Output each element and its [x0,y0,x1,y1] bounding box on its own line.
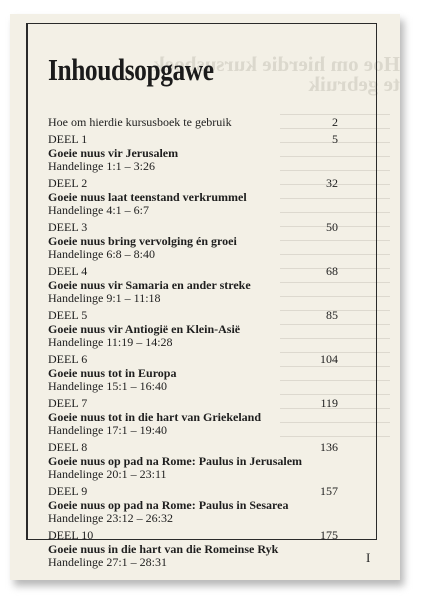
toc-entry-header [48,308,338,322]
toc-entry-reference: Handelinge 1:1 – 3:26 [48,159,155,173]
toc-page-number: 119 [320,396,338,410]
toc-entry-reference: Handelinge 15:1 – 16:40 [48,379,167,393]
toc-intro-label: Hoe om hierdie kursusboek te gebruik [48,115,232,129]
toc-entry-reference: Handelinge 6:8 – 8:40 [48,247,155,261]
toc-entry-header [48,484,338,498]
toc-part-label: DEEL 3 [48,220,88,234]
toc-part-label: DEEL 10 [48,528,94,542]
toc-part-label: DEEL 2 [48,176,88,190]
toc-entry [48,176,338,217]
toc-entry-title: Goeie nuus vir Jerusalem [48,146,179,160]
toc-entry-header [48,352,338,366]
toc-entry [48,220,338,261]
toc-page-number: 157 [320,484,338,498]
toc-entry-title: Goeie nuus in die hart van die Romeinse Ryk [48,542,279,556]
toc-page-number: 32 [326,176,338,190]
toc-entry-reference: Handelinge 4:1 – 6:7 [48,203,149,217]
toc-part-label: DEEL 4 [48,264,88,278]
toc-entry-reference: Handelinge 9:1 – 11:18 [48,291,161,305]
toc-entry-reference: Handelinge 27:1 – 28:31 [48,555,167,569]
toc-entry-reference: Handelinge 11:19 – 14:28 [48,335,173,349]
toc-entry-title: Goeie nuus op pad na Rome: Paulus in Sesarea [48,498,289,512]
toc-page-number: 104 [320,352,338,366]
toc-entry-title: Goeie nuus bring vervolging én groei [48,234,237,248]
toc-entry-title: Goeie nuus vir Samaria en ander streke [48,278,251,292]
toc-entry [48,440,338,481]
toc-part-label: DEEL 7 [48,396,88,410]
toc-entry-reference: Handelinge 23:12 – 26:32 [48,511,173,525]
toc-page-number: 68 [326,264,338,278]
toc-entry-title: Goeie nuus laat teenstand verkrummel [48,190,247,204]
toc-intro-page: 2 [332,115,338,129]
toc-intro-row [48,115,338,129]
toc-entry-reference: Handelinge 20:1 – 23:11 [48,467,167,481]
toc-entry [48,352,338,393]
toc-part-label: DEEL 8 [48,440,88,454]
toc-entry-title: Goeie nuus op pad na Rome: Paulus in Jerusalem [48,454,303,468]
toc-part-label: DEEL 9 [48,484,88,498]
table-of-contents [48,115,338,572]
toc-entry [48,484,338,525]
toc-entry-title: Goeie nuus vir Antiogië en Klein-Asië [48,322,241,336]
toc-page-number: 85 [326,308,338,322]
toc-entry-header [48,132,338,146]
toc-entry-title: Goeie nuus tot in Europa [48,366,177,380]
toc-entry-header [48,396,338,410]
toc-part-label: DEEL 6 [48,352,88,366]
bleed-through-line-2: te gebruik [308,72,400,96]
toc-entry-header [48,220,338,234]
toc-page-number: 50 [326,220,338,234]
page-title: Inhoudsopgawe [48,52,214,87]
toc-entry-header [48,264,338,278]
toc-entries [48,132,338,569]
toc-entry-reference: Handelinge 17:1 – 19:40 [48,423,167,437]
toc-entry-header [48,528,338,542]
toc-entry [48,264,338,305]
page-folio: I [366,550,371,565]
toc-part-label: DEEL 5 [48,308,88,322]
toc-page-number: 136 [320,440,338,454]
toc-entry [48,132,338,173]
toc-entry [48,396,338,437]
toc-entry-title: Goeie nuus tot in die hart van Griekeland [48,410,262,424]
toc-entry [48,528,338,569]
toc-entry [48,308,338,349]
toc-page-number: 175 [320,528,338,542]
toc-entry-header [48,440,338,454]
toc-page-number: 5 [332,132,338,146]
bleed-through-line-1: Hoe om hierdie kursusboek [153,52,400,76]
toc-part-label: DEEL 1 [48,132,88,146]
toc-entry-header [48,176,338,190]
